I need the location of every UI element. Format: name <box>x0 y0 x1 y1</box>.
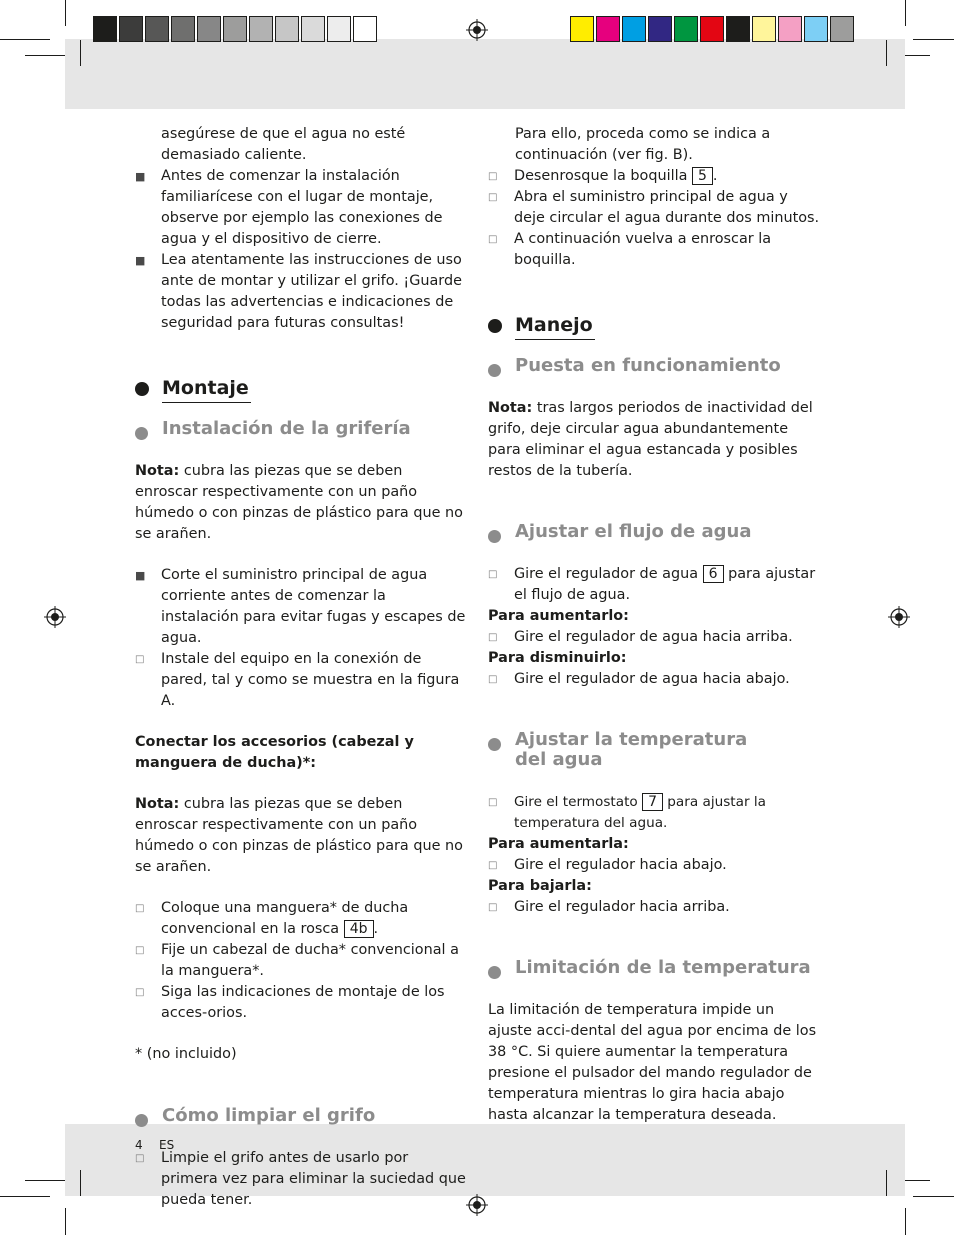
color-swatch <box>804 16 828 42</box>
color-calibration-bar-cmyk <box>570 16 856 42</box>
color-swatch <box>93 16 117 42</box>
checkbox-square-icon: □ <box>488 171 498 182</box>
part-number-badge: 7 <box>642 793 663 811</box>
crop-mark <box>913 39 954 40</box>
checklist-item: □ Fije un cabezal de ducha* convencional a la manguera*. <box>135 942 459 979</box>
crop-mark <box>886 1170 887 1196</box>
registration-mark-icon <box>888 606 910 628</box>
color-swatch <box>648 16 672 42</box>
checkbox-square-icon: □ <box>488 860 498 871</box>
bullet-dot-icon <box>488 364 501 377</box>
color-swatch <box>674 16 698 42</box>
part-number-badge: 4b <box>344 920 374 938</box>
color-swatch <box>223 16 247 42</box>
color-swatch <box>622 16 646 42</box>
crop-mark <box>905 1208 906 1235</box>
subsection-heading-puesta: Puesta en funcionamiento <box>488 356 821 376</box>
bullet-dot-icon <box>135 427 148 440</box>
color-swatch <box>353 16 377 42</box>
checkbox-square-icon: □ <box>488 797 498 808</box>
note-paragraph: Nota: tras largos periodos de inactividad del grifo, deje circular agua abundantemente para eliminar el agua estancada y posibles restos de la tubería. <box>488 400 813 479</box>
color-swatch <box>197 16 221 42</box>
color-swatch <box>596 16 620 42</box>
footnote: * (no incluido) <box>135 1046 237 1062</box>
crop-mark <box>80 1170 81 1196</box>
bullet-dot-icon <box>135 382 149 396</box>
color-swatch <box>301 16 325 42</box>
crop-mark <box>65 1208 66 1235</box>
bullet-dot-icon <box>488 530 501 543</box>
checklist-item: □ A continuación vuelva a enroscar la boquilla. <box>488 231 772 268</box>
crop-mark <box>0 1196 50 1197</box>
list-item: ■ Corte el suministro principal de agua corriente antes de comenzar la instalación para evitar fugas y escapes de agua. <box>135 567 466 646</box>
list-item: ■ Antes de comenzar la instalación familiarícese con el lugar de montaje, observe por ejemplo las conexiones de agua y el dispositivo de cierre. <box>135 168 443 247</box>
color-swatch <box>752 16 776 42</box>
registration-mark-icon <box>466 1194 488 1216</box>
color-swatch <box>119 16 143 42</box>
part-number-badge: 6 <box>703 565 724 583</box>
crop-mark <box>905 1180 930 1181</box>
note-paragraph: Nota: cubra las piezas que se deben enroscar respectivamente con un paño húmedo o con pinzas de plástico para que no se arañen. <box>135 463 463 542</box>
header-band <box>65 39 905 109</box>
square-bullet-icon: ■ <box>135 569 146 582</box>
bullet-dot-icon <box>488 738 501 751</box>
checklist-item: □ Desenrosque la boquilla 5 . <box>488 166 821 187</box>
bullet-dot-icon <box>135 1114 148 1127</box>
crop-mark <box>25 55 65 56</box>
checkbox-square-icon: □ <box>135 903 145 914</box>
color-swatch <box>275 16 299 42</box>
square-bullet-icon: ■ <box>135 170 146 183</box>
checklist-item: □ Gire el regulador hacia abajo. <box>488 855 821 876</box>
checklist-item: □ Coloque una manguera* de ducha convencional en la rosca 4b . <box>135 900 409 937</box>
crop-mark <box>25 1180 65 1181</box>
registration-mark-icon <box>44 606 66 628</box>
crop-mark <box>913 1196 954 1197</box>
label-increase: Para aumentarlo: <box>488 608 629 624</box>
crop-mark <box>80 40 81 66</box>
checklist-item: □ Gire el termostato 7 para ajustar la temperatura del agua. <box>488 794 766 831</box>
bullet-dot-icon <box>488 966 501 979</box>
color-swatch <box>570 16 594 42</box>
part-number-badge: 5 <box>692 167 713 185</box>
checkbox-square-icon: □ <box>135 945 145 956</box>
checklist-item: □ Limpie el grifo antes de usarlo por primera vez para eliminar la suciedad que pueda tener. <box>135 1150 466 1208</box>
checkbox-square-icon: □ <box>488 632 498 643</box>
crop-mark <box>65 0 66 26</box>
crop-mark <box>886 40 887 66</box>
checkbox-square-icon: □ <box>488 902 498 913</box>
color-swatch <box>145 16 169 42</box>
subsection-heading-instalacion: Instalación de la grifería <box>135 419 468 439</box>
page-number: 4 <box>135 1138 143 1152</box>
color-swatch <box>830 16 854 42</box>
bullet-dot-icon <box>488 319 502 333</box>
checklist-item: □ Gire el regulador hacia arriba. <box>488 897 821 918</box>
checkbox-square-icon: □ <box>135 1153 145 1164</box>
checkbox-square-icon: □ <box>488 674 498 685</box>
crop-mark <box>905 55 930 56</box>
checklist-item: □ Gire el regulador de agua 6 para ajustar el flujo de agua. <box>488 566 816 603</box>
right-column <box>488 124 821 1126</box>
color-swatch <box>171 16 195 42</box>
subsection-heading-limitacion: Limitación de la temperatura <box>488 958 821 978</box>
subsection-heading-temperatura: Ajustar la temperatura del agua <box>488 730 821 770</box>
crop-mark <box>905 0 906 26</box>
checkbox-square-icon: □ <box>488 569 498 580</box>
label-increase-temp: Para aumentarla: <box>488 836 629 852</box>
color-swatch <box>327 16 351 42</box>
paragraph: Para ello, proceda como se indica a continuación (ver fig. B). <box>515 126 771 163</box>
square-bullet-icon: ■ <box>135 254 146 267</box>
checkbox-square-icon: □ <box>135 987 145 998</box>
checklist-item: □ Siga las indicaciones de montaje de los acces-orios. <box>135 984 445 1021</box>
checkbox-square-icon: □ <box>488 234 498 245</box>
checkbox-square-icon: □ <box>488 192 498 203</box>
list-item: ■ Lea atentamente las instrucciones de uso ante de montar y utilizar el grifo. ¡Guarde todas las advertencias e indicaciones de seguridad para futuras consultas! <box>135 252 462 331</box>
checklist-item: □ Gire el regulador de agua hacia arriba. <box>488 627 821 648</box>
checklist-item: □ Abra el suministro principal de agua y deje circular el agua durante dos minutos. <box>488 189 820 226</box>
color-swatch <box>249 16 273 42</box>
checklist-item: □ Gire el regulador de agua hacia abajo. <box>488 669 821 690</box>
color-swatch <box>778 16 802 42</box>
paragraph: La limitación de temperatura impide un ajuste acci-dental del agua por encima de los 38 °C. Si quiere aumentar la temperatura presione el pulsador del mando regulador de temperatura mientras lo gira hacia abajo hasta alcanzar la temperatura deseada. <box>488 1002 817 1123</box>
checklist-item: □ Instale del equipo en la conexión de pared, tal y como se muestra en la figura A. <box>135 651 460 709</box>
registration-mark-icon <box>466 19 488 41</box>
label-decrease-temp: Para bajarla: <box>488 878 592 894</box>
crop-mark <box>0 39 50 40</box>
section-heading-manejo: Manejo <box>488 311 821 340</box>
left-column <box>135 124 468 1211</box>
color-swatch <box>726 16 750 42</box>
language-code: ES <box>159 1138 175 1152</box>
subsection-heading-flujo: Ajustar el flujo de agua <box>488 522 821 542</box>
note-paragraph: Nota: cubra las piezas que se deben enroscar respectivamente con un paño húmedo o con pinzas de plástico para que no se arañen. <box>135 796 463 875</box>
label-decrease: Para disminuirlo: <box>488 650 627 666</box>
section-heading-montaje: Montaje <box>135 374 468 403</box>
color-swatch <box>700 16 724 42</box>
intro-continuation: asegúrese de que el agua no esté demasiado caliente. <box>161 126 406 163</box>
connect-accessories-heading: Conectar los accesorios (cabezal y manguera de ducha)*: <box>135 734 414 771</box>
checkbox-square-icon: □ <box>135 654 145 665</box>
subsection-heading-limpiar: Cómo limpiar el grifo <box>135 1106 468 1126</box>
color-calibration-bar-grayscale <box>93 16 379 42</box>
